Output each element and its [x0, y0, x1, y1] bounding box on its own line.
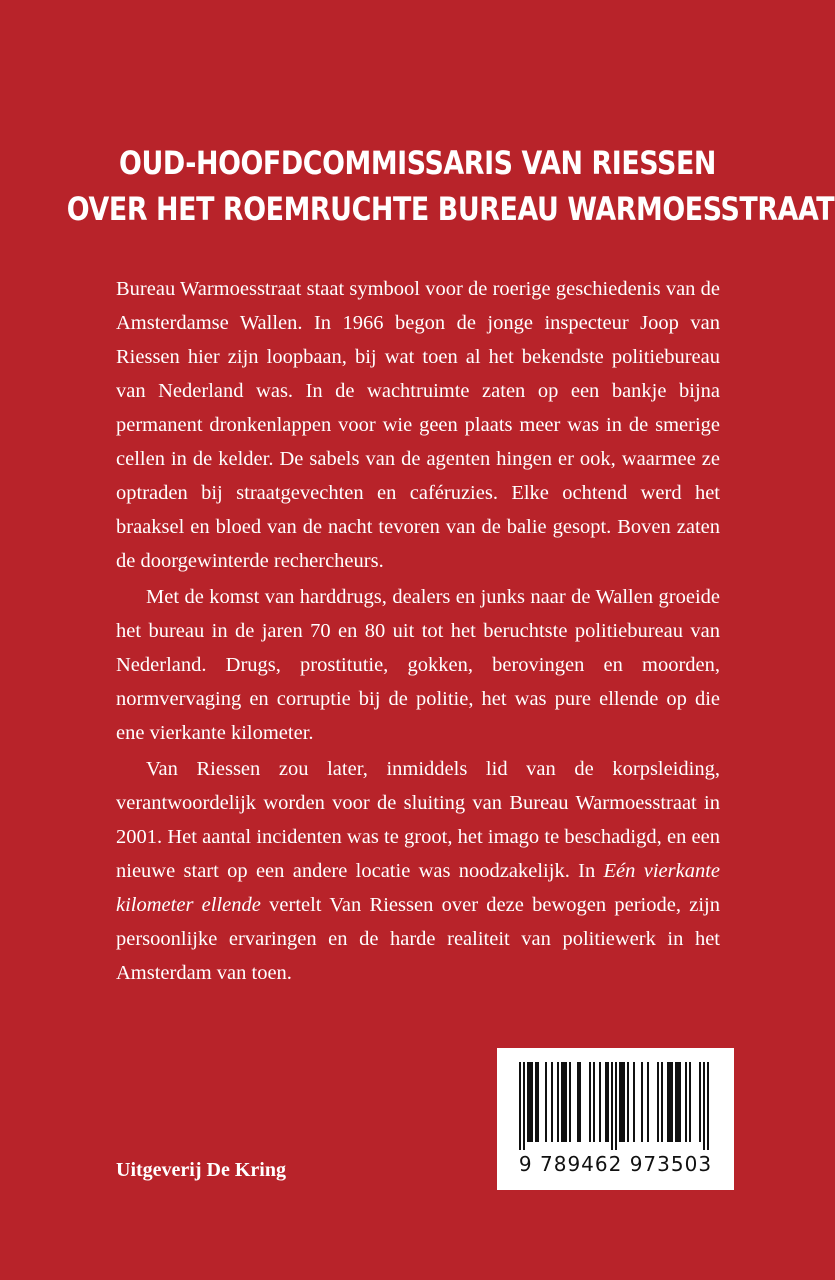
- barcode-bar: [523, 1062, 525, 1150]
- barcode-bar: [577, 1062, 579, 1142]
- barcode-bar: [565, 1062, 567, 1142]
- barcode-bar: [579, 1062, 581, 1142]
- barcode-bar: [623, 1062, 625, 1142]
- blurb-paragraph-2: Met de komst van harddrugs, dealers en junks naar de Wallen groeide het bureau in de jaren 70 en 80 uit tot het beruchtste politiebureau van Nederland. Drugs, prostitutie, gokken, berovingen en moorden, normvervaging en corruptie bij de politie, het was pure ellende op die ene vierkante kilometer.: [116, 586, 720, 744]
- barcode-bar: [627, 1062, 629, 1142]
- barcode-bar: [689, 1062, 691, 1142]
- barcode-bar: [661, 1062, 663, 1142]
- barcode-bar: [657, 1062, 659, 1142]
- barcode-bar: [531, 1062, 533, 1142]
- barcode: [497, 1048, 734, 1190]
- barcode-bar: [679, 1062, 681, 1142]
- barcode-bar: [647, 1062, 649, 1142]
- barcode-bar: [619, 1062, 621, 1142]
- barcode-bar: [561, 1062, 563, 1142]
- barcode-bar: [569, 1062, 571, 1142]
- barcode-bar: [537, 1062, 539, 1142]
- barcode-bar: [669, 1062, 671, 1142]
- blurb-text: [116, 272, 720, 992]
- barcode-bar: [671, 1062, 673, 1142]
- barcode-bar: [535, 1062, 537, 1142]
- barcode-bar: [527, 1062, 529, 1142]
- headline-line-2: OVER HET ROEMRUCHTE BUREAU WARMOESSTRAAT: [66, 190, 835, 228]
- blurb-paragraph-3-intro: Van Riessen zou later, inmiddels lid van de korpsleiding, verantwoordelijk worden voor de sluiting van Bureau Warmoesstraat in 2001. Het aantal incidenten was te groot, het imago te beschadigd, en een nieuwe start op een andere locatie was noodzakelijk. In: [116, 758, 720, 882]
- barcode-bar: [563, 1062, 565, 1142]
- barcode-bar: [589, 1062, 591, 1142]
- barcode-bar: [607, 1062, 609, 1142]
- barcode-bar: [699, 1062, 701, 1142]
- barcode-bar: [593, 1062, 595, 1142]
- barcode-bar: [677, 1062, 679, 1142]
- barcode-bar: [703, 1062, 705, 1150]
- ean13-barcode-icon: [509, 1062, 722, 1150]
- barcode-bar: [685, 1062, 687, 1142]
- barcode-bar: [551, 1062, 553, 1142]
- blurb-paragraph-1: Bureau Warmoesstraat staat symbool voor de roerige geschiedenis van de Amsterdamse Wallen. In 1966 begon de jonge inspecteur Joop van Riessen hier zijn loopbaan, bij wat toen al het bekendste politiebureau van Nederland was. In de wachtruimte zaten op een bankje bijna permanent dronkenlappen voor wie geen plaats meer was in de smerige cellen in de kelder. De sabels van de agenten hingen er ook, waarmee ze optraden bij straatgevechten en caféruzies. Elke ochtend werd het braaksel en bloed van de nacht tevoren van de balie gesopt. Boven zaten de doorgewinterde rechercheurs.: [116, 278, 720, 572]
- barcode-bar: [633, 1062, 635, 1142]
- barcode-bar: [519, 1062, 521, 1150]
- blurb-paragraph-3-rest: vertelt Van Riessen over deze bewogen periode, zijn persoonlijke ervaringen en de harde realiteit van politiewerk in het Amsterdam van toen.: [116, 894, 720, 984]
- barcode-bar: [557, 1062, 559, 1142]
- blurb-paragraph-3: [116, 752, 720, 990]
- isbn-number: 9 789462 973503: [518, 1152, 713, 1176]
- barcode-bar: [621, 1062, 623, 1142]
- barcode-bar: [599, 1062, 601, 1142]
- barcode-bar: [675, 1062, 677, 1142]
- barcode-bar: [611, 1062, 613, 1150]
- barcode-bar: [529, 1062, 531, 1142]
- barcode-bar: [545, 1062, 547, 1142]
- barcode-bar: [615, 1062, 617, 1150]
- barcode-bar: [605, 1062, 607, 1142]
- barcode-bar: [707, 1062, 709, 1150]
- headline: [66, 140, 835, 232]
- publisher-name: Uitgeverij De Kring: [116, 1159, 286, 1181]
- book-title-italic: Eén vierkante kilometer ellende: [116, 860, 720, 916]
- headline-line-1: OUD-HOOFDCOMMISSARIS VAN RIESSEN: [119, 144, 716, 182]
- barcode-bar: [641, 1062, 643, 1142]
- barcode-bar: [667, 1062, 669, 1142]
